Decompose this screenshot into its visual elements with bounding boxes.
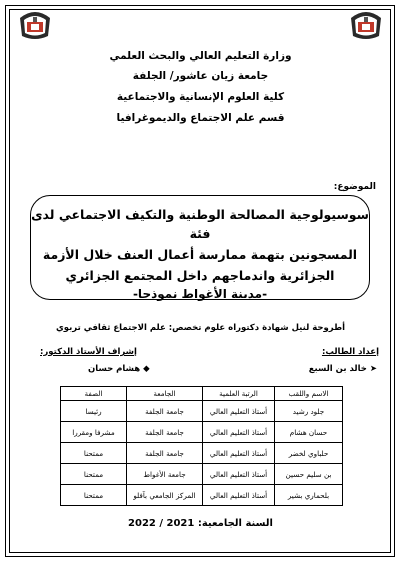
jury-member-name: حلباوي لخضر — [275, 443, 343, 464]
table-row — [61, 485, 343, 506]
jury-member-role: ممتحنا — [61, 485, 127, 506]
jury-member-role: ممتحنا — [61, 443, 127, 464]
jury-member-rank: أستاذ التعليم العالي — [203, 485, 275, 506]
ministry-name: وزارة التعليم العالي والبحث العلمي — [109, 50, 292, 62]
university-logo-icon — [349, 8, 383, 42]
university-logo-icon — [18, 8, 52, 42]
jury-member-university: جامعة الجلفة — [127, 401, 203, 422]
title-line-2: المسجونين بتهمة ممارسة أعمال العنف خلال الأزمة — [42, 247, 358, 262]
thesis-degree-note: أطروحة لنيل شهادة دكتوراه علوم تخصص: علم الاجتماع ثقافي تربوي — [55, 323, 346, 333]
jury-member-name: حسان هشام — [275, 422, 343, 443]
table-header-row — [61, 387, 343, 401]
column-header: الاسم واللقب — [275, 387, 343, 401]
jury-member-role: ممتحنا — [61, 464, 127, 485]
arrow-bullet-icon: ➤ — [369, 364, 377, 374]
jury-member-role: رئيسا — [61, 401, 127, 422]
jury-member-rank: أستاذ التعليم العالي — [203, 443, 275, 464]
column-header: الجامعة — [127, 387, 203, 401]
jury-member-rank: أستاذ التعليم العالي — [203, 464, 275, 485]
jury-member-name: جلود رشيد — [275, 401, 343, 422]
jury-member-university: جامعة الأغواط — [127, 464, 203, 485]
jury-member-university: جامعة الجلفة — [127, 422, 203, 443]
student-name: خالد بن السبع — [308, 364, 367, 374]
jury-member-name: بن سليم حسين — [275, 464, 343, 485]
supervisor-label: إشراف الأستاذ الدكتور: — [40, 347, 137, 357]
thesis-title-box — [30, 195, 370, 300]
title-line-4: -مدينة الأغواط نموذجا- — [132, 287, 268, 301]
table-row — [61, 443, 343, 464]
table-row — [61, 401, 343, 422]
column-header: الرتبة العلمية — [203, 387, 275, 401]
supervisor-name: هشام حسان — [88, 364, 141, 374]
student-name-row — [309, 364, 377, 374]
department-name: قسم علم الاجتماع والديموغرافيا — [116, 112, 285, 124]
table-row — [61, 464, 343, 485]
faculty-name: كلية العلوم الإنسانية والاجتماعية — [116, 91, 285, 103]
jury-member-university: جامعة الجلفة — [127, 443, 203, 464]
jury-member-rank: أستاذ التعليم العالي — [203, 401, 275, 422]
subject-label: الموضوع: — [333, 182, 376, 192]
column-header: الصفة — [61, 387, 127, 401]
supervisor-name-row — [88, 364, 150, 374]
table-row — [61, 422, 343, 443]
academic-year: السنة الجامعية: 2021 / 2022 — [128, 518, 273, 529]
jury-table — [60, 386, 343, 506]
jury-member-university: المركز الجامعي بآفلو — [127, 485, 203, 506]
jury-member-role: مشرفا ومقررا — [61, 422, 127, 443]
student-label: إعداد الطالب: — [321, 347, 379, 357]
diamond-bullet-icon: ◆ — [143, 364, 150, 374]
university-name: جامعة زيان عاشور/ الجلفة — [132, 70, 269, 82]
jury-member-rank: أستاذ التعليم العالي — [203, 422, 275, 443]
title-line-3: الجزائرية واندماجهم داخل المجتمع الجزائري — [65, 268, 335, 283]
jury-member-name: بلحماري بشير — [275, 485, 343, 506]
title-line-1: سوسيولوجية المصالحة الوطنية والتكيف الاجتماعي لدى فئة — [31, 207, 369, 241]
